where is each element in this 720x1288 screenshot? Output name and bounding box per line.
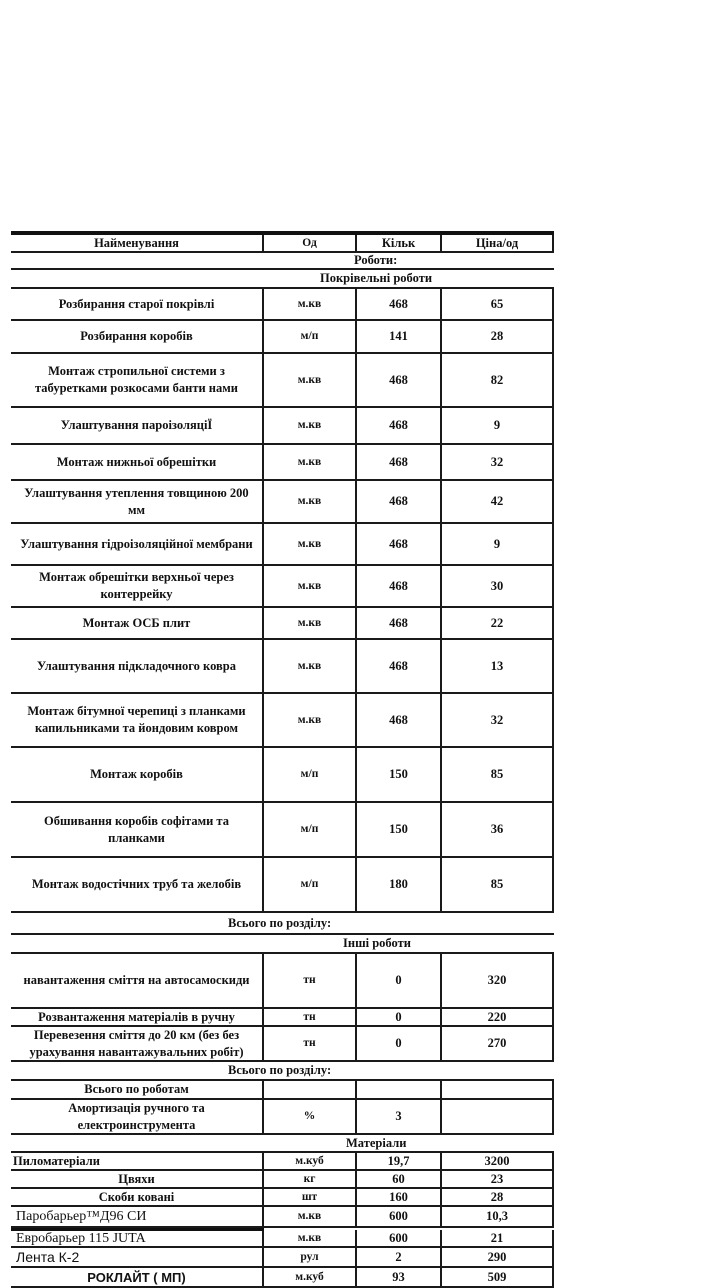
roofing-item-name: Розбирання старої покрівлі <box>11 289 264 319</box>
works-total-name: Всього по роботам <box>11 1081 264 1098</box>
roofing-item-unit: м.кв <box>264 694 357 746</box>
material-item-unit: м.куб <box>264 1268 357 1286</box>
roofing-item-qty: 468 <box>357 694 442 746</box>
roofing-item-price: 36 <box>442 803 554 856</box>
depreciation-qty: 3 <box>357 1100 442 1133</box>
material-item-price: 509 <box>442 1268 554 1286</box>
roofing-item-unit: м.кв <box>264 408 357 443</box>
roofing-item-row <box>11 289 554 321</box>
material-item-qty: 19,7 <box>357 1153 442 1169</box>
roofing-item-row <box>11 524 554 566</box>
roofing-item-price: 22 <box>442 608 554 638</box>
material-item-row <box>11 1207 554 1228</box>
material-item-unit: кг <box>264 1171 357 1187</box>
section-total-other-label: Всього по розділу: <box>228 1063 332 1077</box>
roofing-item-row <box>11 354 554 408</box>
roofing-item-unit: м.кв <box>264 640 357 692</box>
roofing-item-name: Розбирання коробів <box>11 321 264 352</box>
depreciation-name: Амортизація ручного та електроинструмента <box>11 1100 264 1133</box>
roofing-item-name: Монтаж стропильної системи з табуретками розкосами банти нами <box>11 354 264 406</box>
roofing-item-unit: м.кв <box>264 524 357 564</box>
roofing-item-unit: м.кв <box>264 354 357 406</box>
roofing-item-price: 42 <box>442 481 554 522</box>
roofing-item-qty: 468 <box>357 566 442 606</box>
subsection-other <box>11 935 554 954</box>
other-item-unit: тн <box>264 1009 357 1025</box>
material-item-row <box>11 1171 554 1189</box>
other-item-qty: 0 <box>357 954 442 1007</box>
header-qty: Кільк <box>357 235 442 251</box>
roofing-item-name: Обшивання коробів софітами та планками <box>11 803 264 856</box>
material-item-unit: м.куб <box>264 1153 357 1169</box>
depreciation-price <box>442 1100 554 1133</box>
roofing-item-row <box>11 694 554 748</box>
material-item-row <box>11 1248 554 1268</box>
roofing-item-price: 32 <box>442 445 554 479</box>
roofing-item-row <box>11 481 554 524</box>
material-item-name: РОКЛАЙТ ( МП) <box>11 1268 264 1286</box>
material-item-unit: рул <box>264 1248 357 1266</box>
table-header-row <box>11 235 554 253</box>
subsection-roofing-label: Покрівельні роботи <box>320 271 433 285</box>
material-item-name: Евробарьер 115 JUTA <box>11 1230 264 1246</box>
material-item-qty: 60 <box>357 1171 442 1187</box>
roofing-item-price: 28 <box>442 321 554 352</box>
material-item-qty: 600 <box>357 1230 442 1246</box>
roofing-item-price: 85 <box>442 858 554 911</box>
roofing-item-price: 32 <box>442 694 554 746</box>
other-item-qty: 0 <box>357 1027 442 1060</box>
roofing-item-name: Монтаж водостічних труб та желобів <box>11 858 264 911</box>
roofing-item-unit: м/п <box>264 321 357 352</box>
roofing-item-price: 82 <box>442 354 554 406</box>
material-item-price: 21 <box>442 1230 554 1246</box>
material-item-row <box>11 1153 554 1171</box>
roofing-item-row <box>11 748 554 803</box>
roofing-item-name: Улаштування гідроізоляційної мембрани <box>11 524 264 564</box>
material-item-price: 3200 <box>442 1153 554 1169</box>
material-item-price: 28 <box>442 1189 554 1205</box>
roofing-item-unit: м.кв <box>264 289 357 319</box>
roofing-item-unit: м.кв <box>264 445 357 479</box>
roofing-item-qty: 150 <box>357 803 442 856</box>
other-item-price: 270 <box>442 1027 554 1060</box>
other-item-unit: тн <box>264 1027 357 1060</box>
roofing-item-qty: 468 <box>357 408 442 443</box>
subsection-materials <box>11 1135 554 1153</box>
works-total-unit <box>264 1081 357 1098</box>
depreciation-row <box>11 1100 554 1135</box>
roofing-item-row <box>11 445 554 481</box>
thick-divider <box>11 1228 264 1231</box>
roofing-item-qty: 468 <box>357 640 442 692</box>
roofing-item-row <box>11 566 554 608</box>
material-item-name: Скоби ковані <box>11 1189 264 1205</box>
roofing-item-price: 30 <box>442 566 554 606</box>
roofing-item-price: 65 <box>442 289 554 319</box>
roofing-item-name: Монтаж ОСБ плит <box>11 608 264 638</box>
other-item-price: 220 <box>442 1009 554 1025</box>
roofing-item-name: Монтаж бітумної черепиці з планками капильниками та йондовим ковром <box>11 694 264 746</box>
material-item-qty: 2 <box>357 1248 442 1266</box>
other-item-row <box>11 1027 554 1062</box>
header-unit: Од <box>264 235 357 251</box>
other-item-name: Розвантаження матеріалів в ручну <box>11 1009 264 1025</box>
material-item-unit: шт <box>264 1189 357 1205</box>
other-item-name: Перевезення сміття до 20 км (без без урахування навантажувальних робіт) <box>11 1027 264 1060</box>
section-total-other <box>11 1062 554 1081</box>
roofing-item-qty: 468 <box>357 524 442 564</box>
roofing-item-price: 9 <box>442 524 554 564</box>
header-name: Найменування <box>11 235 264 251</box>
roofing-item-price: 9 <box>442 408 554 443</box>
roofing-item-name: Улаштування пароізоляціЇ <box>11 408 264 443</box>
material-item-name: Паробарьер™Д96 СИ <box>11 1207 264 1226</box>
roofing-item-unit: м/п <box>264 803 357 856</box>
material-item-row <box>11 1189 554 1207</box>
material-item-row <box>11 1268 554 1288</box>
roofing-item-qty: 468 <box>357 445 442 479</box>
other-item-qty: 0 <box>357 1009 442 1025</box>
roofing-item-unit: м/п <box>264 858 357 911</box>
roofing-item-unit: м.кв <box>264 566 357 606</box>
material-item-name: Цвяхи <box>11 1171 264 1187</box>
material-item-price: 10,3 <box>442 1207 554 1226</box>
roofing-item-row <box>11 640 554 694</box>
section-total-roofing-label: Всього по розділу: <box>228 915 332 930</box>
roofing-item-row <box>11 858 554 913</box>
roofing-item-row <box>11 608 554 640</box>
material-item-row <box>11 1230 554 1248</box>
roofing-item-qty: 141 <box>357 321 442 352</box>
header-price: Ціна/од <box>442 235 554 251</box>
depreciation-unit: % <box>264 1100 357 1133</box>
other-item-row <box>11 1009 554 1027</box>
roofing-item-qty: 468 <box>357 481 442 522</box>
roofing-item-qty: 468 <box>357 354 442 406</box>
roofing-item-row <box>11 408 554 445</box>
material-item-price: 290 <box>442 1248 554 1266</box>
section-works <box>11 253 554 270</box>
works-total-qty <box>357 1081 442 1098</box>
roofing-item-unit: м.кв <box>264 608 357 638</box>
roofing-item-row <box>11 803 554 858</box>
material-item-qty: 600 <box>357 1207 442 1226</box>
material-item-unit: м.кв <box>264 1207 357 1226</box>
roofing-item-qty: 150 <box>357 748 442 801</box>
roofing-item-price: 85 <box>442 748 554 801</box>
works-total-price <box>442 1081 554 1098</box>
roofing-item-name: Монтаж нижньої обрешітки <box>11 445 264 479</box>
roofing-item-name: Улаштування підкладочного ковра <box>11 640 264 692</box>
roofing-item-unit: м.кв <box>264 481 357 522</box>
roofing-item-unit: м/п <box>264 748 357 801</box>
material-item-price: 23 <box>442 1171 554 1187</box>
other-item-name: навантаження сміття на автосамоскиди <box>11 954 264 1007</box>
roofing-item-price: 13 <box>442 640 554 692</box>
material-item-unit: м.кв <box>264 1230 357 1246</box>
roofing-item-name: Монтаж обрешітки верхньої через контеррейку <box>11 566 264 606</box>
roofing-item-row <box>11 321 554 354</box>
roofing-item-qty: 180 <box>357 858 442 911</box>
roofing-item-name: Монтаж коробів <box>11 748 264 801</box>
section-works-label: Роботи: <box>354 253 398 267</box>
other-item-row <box>11 954 554 1009</box>
other-item-unit: тн <box>264 954 357 1007</box>
works-total-row <box>11 1081 554 1100</box>
roofing-item-name: Улаштування утеплення товщиною 200 мм <box>11 481 264 522</box>
material-item-name: Лента К-2 <box>11 1248 264 1266</box>
material-item-qty: 93 <box>357 1268 442 1286</box>
subsection-roofing <box>11 270 554 289</box>
section-total-roofing <box>11 913 554 935</box>
roofing-item-qty: 468 <box>357 289 442 319</box>
other-item-price: 320 <box>442 954 554 1007</box>
material-item-qty: 160 <box>357 1189 442 1205</box>
material-item-name: Пиломатеріали <box>11 1153 264 1169</box>
subsection-materials-label: Матеріали <box>346 1135 407 1150</box>
roofing-item-qty: 468 <box>357 608 442 638</box>
subsection-other-label: Інші роботи <box>343 936 411 950</box>
